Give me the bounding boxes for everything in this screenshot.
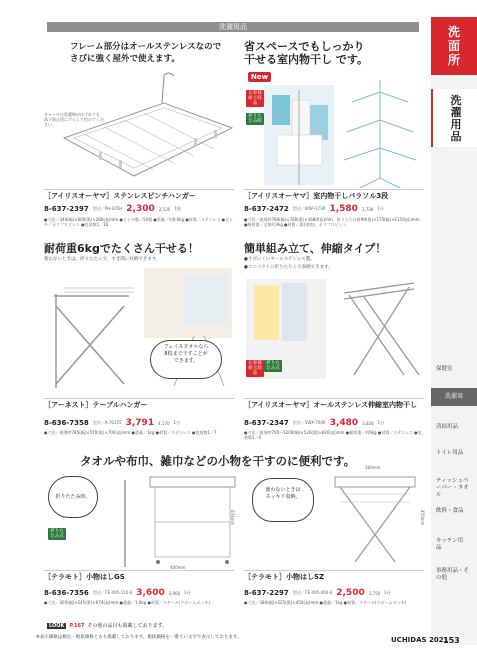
- p3-std-price: 4,170: [158, 420, 170, 426]
- p2-assembly-badge: お客様組立商品: [246, 90, 264, 107]
- cat-char: 洗: [450, 94, 462, 107]
- side-nav-item[interactable]: キッチン用品: [436, 538, 464, 551]
- p3-callout-line: 8枚まで干すことが: [164, 351, 208, 357]
- p6-code[interactable]: 8-637-2297: [244, 589, 289, 597]
- look-label: LOOK: [49, 622, 65, 629]
- p2-unit: 1台: [377, 206, 384, 211]
- p6-std-price: 2,750: [368, 590, 381, 596]
- look-text: その他の品目も掲載しております。: [87, 623, 168, 629]
- p5-title: ［テラモト］小物はしGS: [44, 570, 234, 582]
- section-tab[interactable]: [431, 17, 477, 75]
- p2-std-price: 1,738: [361, 206, 374, 212]
- p5-code[interactable]: 8-636-7356: [44, 589, 89, 597]
- new-badge: New: [248, 72, 271, 82]
- p3-unit: 1台: [173, 420, 181, 425]
- p2-headline-line: 干せる室内物干し です。: [244, 53, 368, 66]
- p3-model: 型式／A-76355: [92, 420, 122, 425]
- p1-headline-line: フレーム部分はオールステンレスなので: [70, 42, 222, 52]
- p1-headline-line: さびに強く屋外で使えます。: [70, 54, 180, 64]
- p6-callout-line: スッキリ収納。: [265, 494, 301, 500]
- p4-price: 3,480: [329, 418, 359, 428]
- side-nav-item[interactable]: 飲料・食品: [436, 508, 464, 514]
- p6-title: ［テラモト］小物はしSZ: [244, 570, 424, 582]
- footer-note: ※表示価格は税込・税抜価格ともも掲載しております。税抜価格を一番大い文字で表示しております。: [36, 635, 242, 640]
- cat-char: 濯: [450, 106, 462, 119]
- p4-title: ［アイリスオーヤマ］オールステンレス伸縮室内物干し: [244, 398, 424, 410]
- small-items-banner: タオルや布巾、雑巾などの小物を干すのに便利です。: [80, 454, 356, 468]
- p3-price: 3,791: [125, 418, 155, 428]
- p6-callout-line: 使わないときは: [265, 487, 301, 493]
- active-category[interactable]: [431, 89, 477, 147]
- p3-callout-line: できます。: [173, 358, 199, 364]
- p4-std-price: 3,828: [362, 420, 374, 426]
- p4-fold-badge: 折りたたみ式: [264, 360, 282, 372]
- p1-code[interactable]: 8-637-2397: [44, 205, 89, 213]
- p4-bullet: ●さびにくいオールステンレス製。: [244, 257, 315, 262]
- p5-height-dim: 674mm: [230, 510, 235, 526]
- side-nav-item[interactable]: 清掃用品: [436, 424, 459, 430]
- p3-headline: 耐荷重6kgでたくさん干せる！: [44, 242, 199, 255]
- p5-width-dim: 400mm: [170, 565, 186, 570]
- p2-headline: [244, 40, 384, 66]
- cat-char: 品: [450, 130, 462, 143]
- pinch-hanger-image: [44, 68, 236, 186]
- side-nav-item[interactable]: ティッシュペーパー・タオル: [436, 478, 469, 498]
- p2-code[interactable]: 8-637-2472: [244, 205, 289, 213]
- p1-title: ［アイリスオーヤマ］ステンレスピンチハンガー: [44, 189, 234, 201]
- p4-assembly-badge: お客様組立商品: [246, 360, 264, 377]
- side-nav-strip: [431, 75, 477, 645]
- side-nav-item[interactable]: トイレ用品: [436, 450, 464, 456]
- p5-unit: 1台: [184, 590, 191, 595]
- p1-model: 型式／PH-S05H: [92, 206, 123, 211]
- page-number: 153: [443, 636, 460, 645]
- p4-spec: ●寸法／使用時700〜1200(幅)×520(奥)×820(高)mm ●耐荷重／約6kg ●材質／ステンレス ●包装数1／6: [244, 430, 422, 440]
- p1-price: 2,300: [126, 204, 155, 214]
- p4-code[interactable]: 8-637-2347: [244, 419, 289, 427]
- p2-spec: ●寸法／使用時780(幅)×780(奥)×1680(高)mm、折りたたみ時99(奥)×170(幅)×1150(高)mm ●耐荷重／全体約3kg ●材質／鉄(塗装)、ポリプロピレン: [244, 217, 420, 227]
- p5-std-price: 3,960: [168, 590, 181, 596]
- p6-width-dim: 380mm: [365, 465, 381, 470]
- p1-std-price: 2,530: [158, 206, 171, 212]
- tab-char: 所: [447, 53, 460, 67]
- p5-price: 3,600: [136, 588, 165, 598]
- cat-char: 用: [450, 118, 462, 131]
- p3-callout: [150, 340, 222, 379]
- p3-sub: 使わないときは、折りたたんで、すき間に収納できます。: [44, 257, 161, 262]
- p1-headline: [70, 40, 230, 64]
- p1-spec: ●寸法／340(幅)×600(奥)×280(高)mm ●ピンチ数／50個 ●重量／約0.6kg ●材質／ステンレス ●ピンチ／ポリプロピレン ●包装数1／10: [44, 217, 234, 227]
- p6-callout: [252, 478, 314, 522]
- p2-model: 型式／WSP-173R: [292, 206, 326, 211]
- p6-height-dim: 450mm: [420, 510, 425, 526]
- look-page-ref[interactable]: P.167: [69, 622, 85, 629]
- side-nav-item-selected[interactable]: 洗濯用: [431, 388, 477, 406]
- p2-headline-line: 省スペースでもしっかり: [244, 40, 365, 53]
- category-header: 洗濯用品: [47, 22, 419, 32]
- tab-char: 面: [447, 39, 460, 53]
- p5-callout: 折りたたみ時。: [48, 476, 98, 518]
- p1-note-line: 落下防止用にずらして付けてください。: [44, 117, 104, 127]
- p6-price: 2,500: [336, 588, 365, 598]
- p2-price: 1,580: [329, 204, 358, 214]
- p4-headline: 簡単組み立て、伸縮タイプ！: [244, 242, 387, 255]
- p4-bullet: ●コンパクトに折りたたんで収納できます。: [244, 265, 333, 270]
- p3-callout-line: フェイスタオルなら: [163, 344, 209, 350]
- p1-unit: 1個: [174, 206, 181, 211]
- p5-spec: ●寸法／405(幅)×245(奥)×674(高)mm ●重量／1.6kg ●材質／スチール(クロームメッキ): [44, 600, 210, 605]
- small-hanger-gs-image: [100, 472, 240, 572]
- p5-fold-badge: 折りたたみ式: [48, 528, 66, 540]
- brand-logo-text: UCHIDAS 2021: [391, 636, 449, 644]
- p4-model: 型式／SWX-700R: [292, 420, 326, 425]
- p6-model: 型式／CE-495-400-0: [292, 590, 333, 595]
- side-nav-item[interactable]: 事務用品・その他: [436, 568, 470, 581]
- small-hanger-sz-image: [310, 472, 420, 567]
- p5-model: 型式／CE-495-110-0: [92, 590, 133, 595]
- p3-spec: ●寸法／使用時785(幅)×570(奥)×700(高)mm ●重量／1kg ●材質／ステンレス ●包装数1／7: [44, 430, 217, 435]
- p2-fold-badge: 折りたたみ時: [246, 113, 264, 125]
- p4-unit: 1台: [377, 420, 385, 425]
- side-nav-item[interactable]: 保健室: [436, 366, 453, 372]
- p3-code[interactable]: 8-636-7358: [44, 419, 89, 427]
- look-reference[interactable]: [47, 622, 167, 629]
- p6-unit: 1台: [384, 590, 391, 595]
- p3-title: ［アーネスト］テーブルハンガー: [44, 398, 234, 410]
- p6-spec: ●寸法／380(幅)×225(奥)×450(高)mm ●重量／1kg ●材質／スチール(クロームメッキ): [244, 600, 407, 605]
- p1-note-line: キャッチは洗濯物がはずれても: [44, 112, 100, 117]
- p2-title: ［アイリスオーヤマ］室内物干しパラソル3段: [244, 189, 424, 201]
- parasol-hanger-image: [262, 80, 422, 190]
- tab-char: 洗: [447, 25, 460, 39]
